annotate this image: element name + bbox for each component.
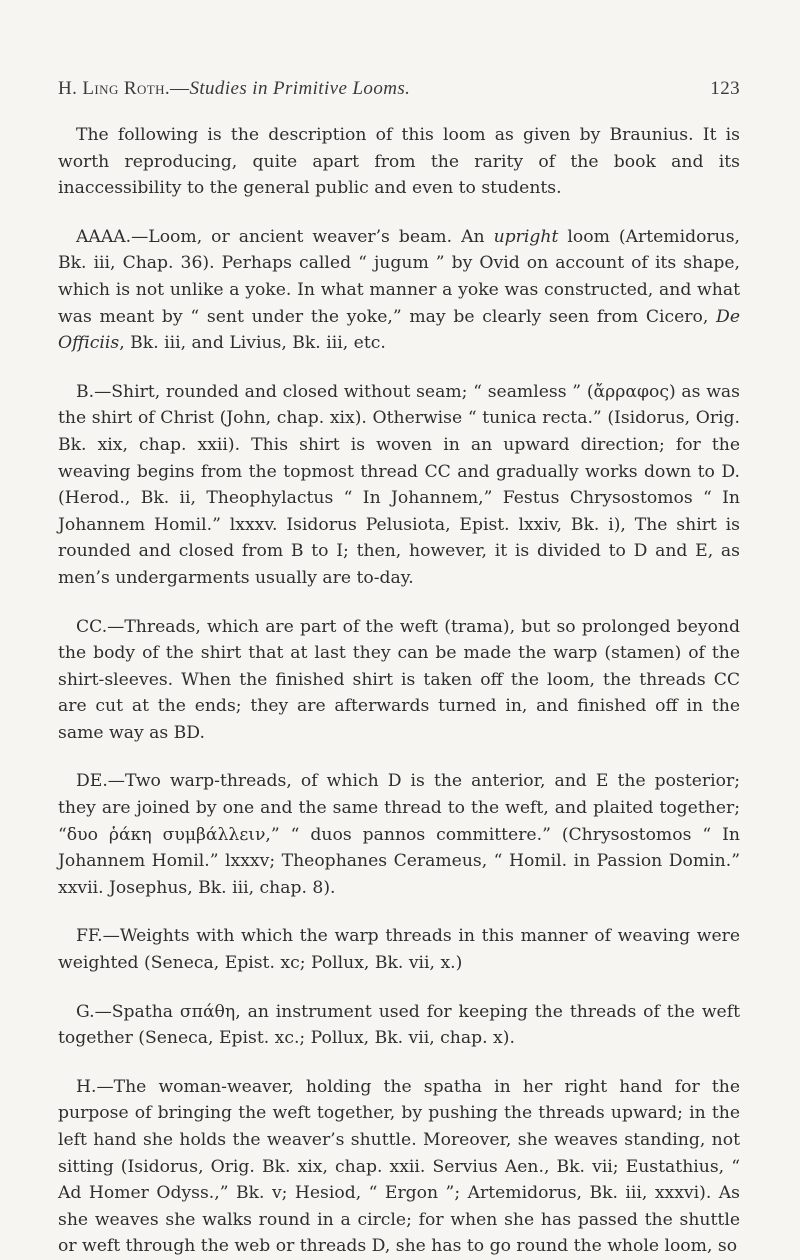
body-text — [58, 122, 740, 1260]
text-run: , Bk. iii, and Livius, Bk. iii, etc. — [119, 333, 386, 354]
header-author: H. Ling Roth. — [58, 78, 171, 99]
header-author-title: H. Ling Roth.—Studies in Primitive Looms. — [58, 78, 411, 99]
text-run: CC.—Threads, which are part of the weft (trama), but so prolonged beyond the body of the shirt that at last they can be made the warp (stamen) of the shirt-sleeves. When the finished shirt is taken off the loom, the threads CC are cut at the ends; they are afterwards turned in, and finished off in the same way as BD. — [58, 616, 740, 743]
paragraph — [58, 768, 740, 901]
text-run: The following is the description of this loom as given by Braunius. It is worth reproducing, quite apart from the rarity of the book and its inaccessibility to the general public and even to students. — [58, 125, 740, 199]
text-run: loom (Artemidorus, Bk. iii, Chap. 36). Perhaps called “ jugum ” by Ovid on account of its shape, which is not unlike a yoke. In what manner a yoke was constructed, and what was meant by “ sent under the yoke,” may be clearly seen from Cicero, — [58, 226, 741, 327]
text-run: AAAA.—Loom, or ancient weaver’s beam. An — [76, 226, 494, 247]
paragraph — [58, 224, 740, 357]
paragraph — [58, 923, 740, 976]
text-run: B.—Shirt, rounded and closed without seam; “ seamless ” (ἄρραφος) as was the shirt of Christ (John, chap. xix). Otherwise “ tunica recta.” (Isidorus, Orig. Bk. xix, chap. xxii). This shirt is woven in an upward direction; for the weaving begins from the topmost thread CC and gradually works down to D. (Herod., Bk. ii, Theophylactus “ In Johannem,” Festus Chrysostomos “ In Johannem Homil.” lxxxv. Isidorus Pelusiota, Epist. lxxiv, Bk. i), The shirt is rounded and closed from B to I; then, however, it is divided to D and E, as men’s undergarments usually are to-day. — [58, 381, 740, 588]
text-run: FF.—Weights with which the warp threads in this manner of weaving were weighted (Seneca, Epist. xc; Pollux, Bk. vii, x.) — [58, 926, 740, 974]
paragraph — [58, 614, 740, 747]
text-run: DE.—Two warp-threads, of which D is the anterior, and E the posterior; they are joined by one and the same thread to the weft, and plaited together; “δυο ῥάκη συμβάλλειν,” “ duos pannos committere.” (Chrysostomos “ In Johannem Homil.” lxxxv; Theophanes Ceramеus, “ Homil. in Passion Domin.” xxvii. Josephus, Bk. iii, chap. 8). — [58, 771, 740, 898]
italic-text: upright — [493, 226, 559, 247]
text-run: G.—Spatha σπάθη, an instrument used for keeping the threads of the weft together (Seneca, Epist. xc.; Pollux, Bk. vii, chap. x). — [58, 1001, 740, 1049]
italic-text: De Officiis — [58, 306, 740, 354]
header-title: Studies in Primitive Looms. — [189, 78, 411, 99]
paragraph — [58, 122, 740, 202]
paragraph — [58, 1074, 740, 1260]
page-number: 123 — [710, 78, 740, 99]
running-header — [58, 78, 740, 100]
paragraph — [58, 999, 740, 1052]
paragraph — [58, 379, 740, 592]
text-run: H.—The woman-weaver, holding the spatha in her right hand for the purpose of bringing the weft together, by pushing the threads upward; in the left hand she holds the weaver’s shuttle. Moreover, she weaves standing, not sitting (Isidorus, Orig. Bk. xix, chap. xxii. Servius Aen., Bk. vii; Eustathius, “ Ad Homer Odyss.,” Bk. v; Hesiod, “ Ergon ”; Artemidorus, Bk. iii, xxxvi). As she weaves she walks round in a circle; for when she has passed the shuttle or weft through the web or threads D, she has to go round the whole loom, so — [58, 1076, 740, 1257]
